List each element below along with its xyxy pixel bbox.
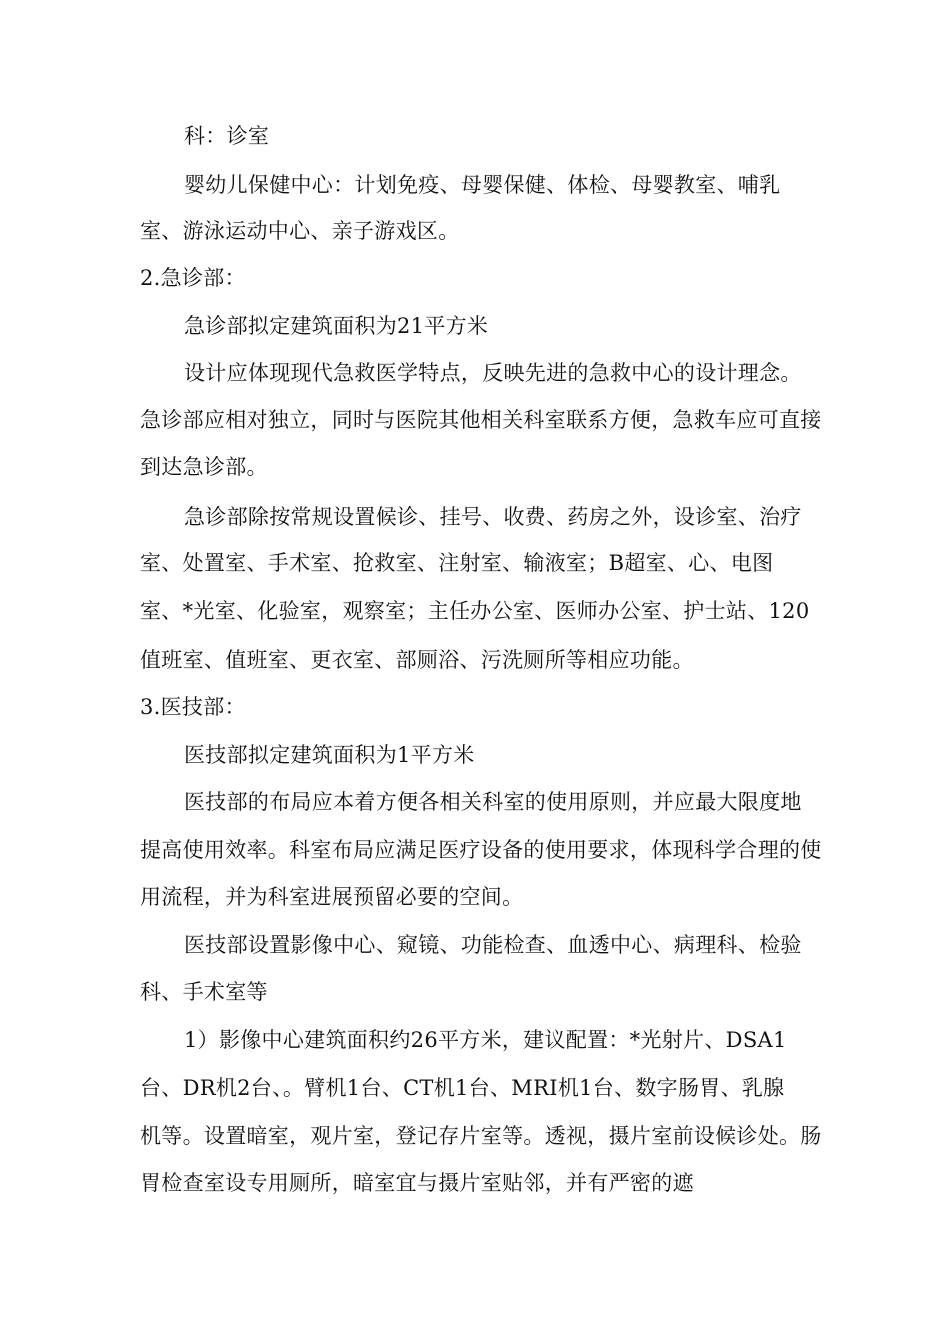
text-line: 医技部拟定建筑面积为1平方米 (184, 743, 475, 767)
text-line: 医技部设置影像中心、窥镜、功能检查、血透中心、病理科、检验 (184, 933, 802, 957)
text-line: 科、手术室等 (140, 980, 268, 1004)
text-line: 胃检查室设专用厕所，暗室宜与摄片室贴邻，并有严密的遮 (140, 1171, 694, 1195)
text-line: 到达急诊部。 (140, 455, 268, 479)
text-line: 值班室、值班室、更衣室、部厕浴、污洗厕所等相应功能。 (140, 648, 694, 672)
text-line: 急诊部除按常规设置候诊、挂号、收费、药房之外，设诊室、治疗 (184, 505, 802, 529)
text-line: 用流程，并为科室进展预留必要的空间。 (140, 885, 524, 909)
text-line: 室、*光室、化验室，观察室；主任办公室、医师办公室、护士站、120 (140, 599, 810, 623)
section-heading: 3.医技部： (140, 695, 246, 719)
text-line: 台、DR机2台、。臂机1台、CT机1台、MRI机1台、数字肠胃、乳腺 (140, 1076, 785, 1100)
text-line: 提高使用效率。科室布局应满足医疗设备的使用要求，体现科学合理的使 (140, 838, 822, 862)
text-line: 急诊部拟定建筑面积为21平方米 (184, 314, 489, 338)
text-line: 室、处置室、手术室、抢救室、注射室、输液室；B超室、心、电图 (140, 551, 774, 575)
text-line: 机等。设置暗室，观片室，登记存片室等。透视，摄片室前设候诊处。肠 (140, 1124, 822, 1148)
text-line: 科：诊室 (184, 124, 270, 148)
text-line: 婴幼儿保健中心：计划免疫、母婴保健、体检、母婴教室、哺乳 (184, 173, 781, 197)
text-line: 1）影像中心建筑面积约26平方米，建议配置：*光射片、DSA1 (184, 1028, 787, 1052)
text-line: 设计应体现现代急救医学特点，反映先进的急救中心的设计理念。 (184, 361, 802, 385)
text-line: 急诊部应相对独立，同时与医院其他相关科室联系方便，急救车应可直接 (140, 408, 822, 432)
text-line: 医技部的布局应本着方便各相关科室的使用原则，并应最大限度地 (184, 790, 802, 814)
text-line: 室、游泳运动中心、亲子游戏区。 (140, 219, 460, 243)
section-heading: 2.急诊部： (140, 266, 246, 290)
